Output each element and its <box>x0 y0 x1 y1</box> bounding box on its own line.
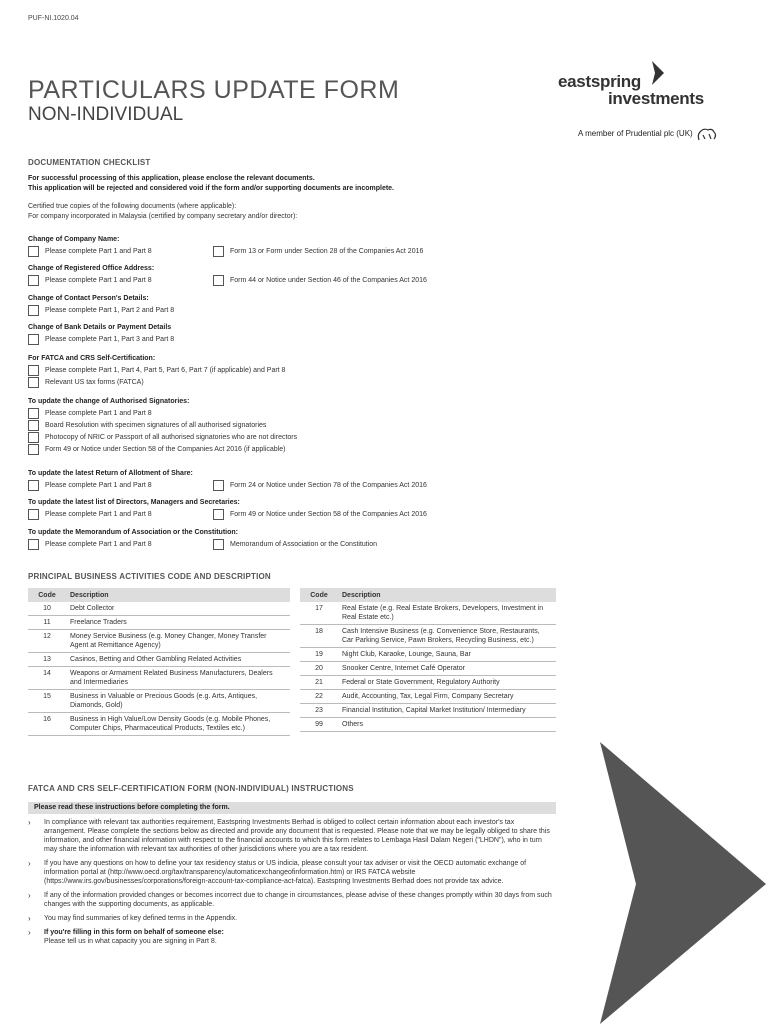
activity-description: Federal or State Government, Regulatory Authority <box>338 676 556 690</box>
activity-code: 12 <box>28 630 66 653</box>
member-line <box>578 126 719 142</box>
list-item <box>28 928 556 946</box>
checkbox[interactable] <box>28 509 39 520</box>
option-label: Please complete Part 1 and Part 8 <box>45 510 152 518</box>
checkbox[interactable] <box>28 420 39 431</box>
group-title: Change of Bank Details or Payment Details <box>28 324 172 331</box>
table-row <box>28 630 290 653</box>
logo-chevron-icon <box>650 60 666 86</box>
checkbox[interactable] <box>213 480 224 491</box>
option-label: Please complete Part 1, Part 3 and Part 8 <box>45 335 175 343</box>
checklist-intro2: For company incorporated in Malaysia (certified by company secretary and/or director): <box>28 213 298 220</box>
group-title: To update the latest Return of Allotment of Share: <box>28 470 193 477</box>
instructions-note: Please read these instructions before completing the form. <box>28 802 556 814</box>
activity-description: Financial Institution, Capital Market Institution/ Intermediary <box>338 704 556 718</box>
table-row <box>300 704 556 718</box>
group-company-name <box>28 236 423 257</box>
checkbox[interactable] <box>28 480 39 491</box>
table-row <box>28 653 290 667</box>
group-registered-office <box>28 265 427 286</box>
instructions-list <box>28 818 556 951</box>
decorative-chevron-icon <box>596 742 766 1024</box>
checkbox[interactable] <box>28 539 39 550</box>
activity-description: Snooker Centre, Internet Café Operator <box>338 662 556 676</box>
group-directors-list <box>28 499 427 520</box>
option-label: Please complete Part 1 and Part 8 <box>45 276 152 284</box>
activity-description: Freelance Traders <box>66 616 290 630</box>
option-label: Memorandum of Association or the Constitution <box>230 540 378 548</box>
activity-description: Money Service Business (e.g. Money Changer, Money Transfer Agent at Remittance Agency) <box>66 630 290 653</box>
chevron-right-icon: › <box>28 928 31 937</box>
checkbox[interactable] <box>28 444 39 455</box>
activity-code: 13 <box>28 653 66 667</box>
group-title: To update the Memorandum of Association or the Constitution: <box>28 529 238 536</box>
activity-description: Others <box>338 718 556 732</box>
option-label: Form 44 or Notice under Section 46 of the Companies Act 2016 <box>230 276 427 284</box>
prudential-lion-icon <box>695 126 719 142</box>
group-title: Change of Registered Office Address: <box>28 265 155 272</box>
table-row <box>300 648 556 662</box>
checkbox[interactable] <box>28 305 39 316</box>
group-title: Change of Company Name: <box>28 236 120 243</box>
page-title: PARTICULARS UPDATE FORM <box>28 76 400 104</box>
activity-code: 18 <box>300 625 338 648</box>
activity-code: 15 <box>28 690 66 713</box>
activity-description: Casinos, Betting and Other Gambling Related Activities <box>66 653 290 667</box>
col-description: Description <box>66 588 290 602</box>
logo-line2: investments <box>608 89 704 108</box>
table-row <box>300 690 556 704</box>
activity-description: Real Estate (e.g. Real Estate Brokers, Developers, Investment in Real Estate etc.) <box>338 602 556 625</box>
group-contact-person <box>28 295 174 316</box>
group-authorised-signatories <box>28 398 297 455</box>
option-label: Form 49 or Notice under Section 58 of the Companies Act 2016 (if applicable) <box>45 445 286 453</box>
checklist-heading: DOCUMENTATION CHECKLIST <box>28 158 151 167</box>
option-label: Board Resolution with specimen signatures of all authorised signatories <box>45 421 267 429</box>
group-title: To update the latest list of Directors, Managers and Secretaries: <box>28 499 240 506</box>
activities-heading: PRINCIPAL BUSINESS ACTIVITIES CODE AND DESCRIPTION <box>28 572 271 581</box>
option-label: Please complete Part 1 and Part 8 <box>45 481 152 489</box>
activity-code: 14 <box>28 667 66 690</box>
group-memorandum <box>28 529 377 550</box>
activity-code: 19 <box>300 648 338 662</box>
activity-description: Night Club, Karaoke, Lounge, Sauna, Bar <box>338 648 556 662</box>
checklist-bold2: This application will be rejected and considered void if the form and/or supporting documents are incomplete. <box>28 185 394 192</box>
checkbox[interactable] <box>28 377 39 388</box>
activity-description: Cash Intensive Business (e.g. Convenience Store, Restaurants, Car Parking Service, Pawn Brokers, Recycling Business, etc.) <box>338 625 556 648</box>
member-text: A member of Prudential plc (UK) <box>578 129 693 139</box>
activity-description: Business in High Value/Low Density Goods (e.g. Mobile Phones, Computer Chips, Pharmaceutical Products, Textiles etc.) <box>66 713 290 736</box>
option-label: Please complete Part 1, Part 4, Part 5, Part 6, Part 7 (if applicable) and Part 8 <box>45 366 286 374</box>
activity-code: 20 <box>300 662 338 676</box>
option-label: Form 49 or Notice under Section 58 of the Companies Act 2016 <box>230 510 427 518</box>
option-label: Please complete Part 1 and Part 8 <box>45 409 152 417</box>
item-bold-text: If you're filling in this form on behalf of someone else: <box>44 929 224 936</box>
list-item <box>28 859 556 886</box>
item-text: You may find summaries of key defined terms in the Appendix. <box>44 915 238 922</box>
activity-code: 23 <box>300 704 338 718</box>
group-title: To update the change of Authorised Signatories: <box>28 398 190 405</box>
group-bank-details <box>28 324 174 345</box>
item-text: In compliance with relevant tax authorities requirement, Eastspring Investments Berhad is obliged to collect certain information about each investor's tax arrangement. Please complete the sections below as directed and provide any document that is requested. Please note that we may be legally obliged to share this information, and other financial information with respect to the financial accounts to which this form relates to Lembaga Hasil Dalam Negeri ("LHDN"), who in turn may share the information with relevant tax authorities of other jurisdictions where you are a tax resident. <box>44 819 550 853</box>
chevron-right-icon: › <box>28 818 31 827</box>
list-item <box>28 818 556 854</box>
table-row <box>300 676 556 690</box>
table-row <box>300 662 556 676</box>
checkbox[interactable] <box>28 408 39 419</box>
checkbox[interactable] <box>213 275 224 286</box>
activity-code: 21 <box>300 676 338 690</box>
chevron-right-icon: › <box>28 891 31 900</box>
group-title: Change of Contact Person's Details: <box>28 295 149 302</box>
table-row <box>28 713 290 736</box>
table-row <box>28 616 290 630</box>
activity-description: Debt Collector <box>66 602 290 616</box>
chevron-right-icon: › <box>28 914 31 923</box>
checkbox[interactable] <box>28 432 39 443</box>
option-label: Relevant US tax forms (FATCA) <box>45 378 144 386</box>
option-label: Please complete Part 1 and Part 8 <box>45 540 152 548</box>
table-row <box>28 690 290 713</box>
activity-code: 22 <box>300 690 338 704</box>
item-text: If any of the information provided changes or becomes incorrect due to change in circumstances, please advise of these changes promptly within 30 days from such changes with the supporting documents, as applicable. <box>44 892 552 908</box>
col-code: Code <box>28 588 66 602</box>
page-subtitle: NON-INDIVIDUAL <box>28 104 184 125</box>
checkbox[interactable] <box>213 246 224 257</box>
activity-code: 10 <box>28 602 66 616</box>
logo-line1: eastspring <box>558 72 641 91</box>
activity-code: 16 <box>28 713 66 736</box>
checklist-bold1: For successful processing of this application, please enclose the relevant documents. <box>28 175 315 182</box>
form-code: PUF-NI.1020.04 <box>28 15 79 22</box>
checkbox[interactable] <box>213 539 224 550</box>
option-label: Form 24 or Notice under Section 78 of the Companies Act 2016 <box>230 481 427 489</box>
activity-description: Audit, Accounting, Tax, Legal Firm, Company Secretary <box>338 690 556 704</box>
chevron-right-icon: › <box>28 859 31 868</box>
table-row <box>300 718 556 732</box>
group-title: For FATCA and CRS Self-Certification: <box>28 355 156 362</box>
activity-description: Business in Valuable or Precious Goods (e.g. Arts, Antiques, Diamonds, Gold) <box>66 690 290 713</box>
activity-code: 99 <box>300 718 338 732</box>
list-item <box>28 914 556 923</box>
checkbox[interactable] <box>28 246 39 257</box>
col-code: Code <box>300 588 338 602</box>
eastspring-logo <box>556 58 736 118</box>
activity-code: 17 <box>300 602 338 625</box>
checkbox[interactable] <box>28 334 39 345</box>
table-row <box>28 667 290 690</box>
col-description: Description <box>338 588 556 602</box>
option-label: Please complete Part 1, Part 2 and Part 8 <box>45 306 175 314</box>
activity-description: Weapons or Armament Related Business Manufacturers, Dealers and Intermediaries <box>66 667 290 690</box>
checklist-intro1: Certified true copies of the following documents (where applicable): <box>28 203 237 210</box>
option-label: Please complete Part 1 and Part 8 <box>45 247 152 255</box>
list-item <box>28 891 556 909</box>
group-fatca-crs <box>28 355 285 388</box>
item-text: Please tell us in what capacity you are signing in Part 8. <box>44 938 217 945</box>
activities-table-right <box>300 588 556 732</box>
instructions-heading: FATCA AND CRS SELF-CERTIFICATION FORM (NON-INDIVIDUAL) INSTRUCTIONS <box>28 784 354 793</box>
table-row <box>300 602 556 625</box>
table-row <box>300 625 556 648</box>
activities-table-left <box>28 588 290 736</box>
checkbox[interactable] <box>28 275 39 286</box>
table-row <box>28 602 290 616</box>
activity-code: 11 <box>28 616 66 630</box>
checkbox[interactable] <box>28 365 39 376</box>
option-label: Form 13 or Form under Section 28 of the Companies Act 2016 <box>230 247 424 255</box>
checkbox[interactable] <box>213 509 224 520</box>
item-text: If you have any questions on how to define your tax residency status or US indicia, please consult your tax adviser or visit the OECD automatic exchange of information portal at (http://www.oecd.org/tax/transparency/automaticexchangeofinformation.htm) or IRS FATCA website (https://www.irs.gov/businesses/corporations/foreign-account-tax-compliance-act-fatca). Eastspring Investments Berhad does not provide tax advice. <box>44 860 527 885</box>
group-return-allotment <box>28 470 427 491</box>
option-label: Photocopy of NRIC or Passport of all authorised signatories who are not directors <box>45 433 298 441</box>
